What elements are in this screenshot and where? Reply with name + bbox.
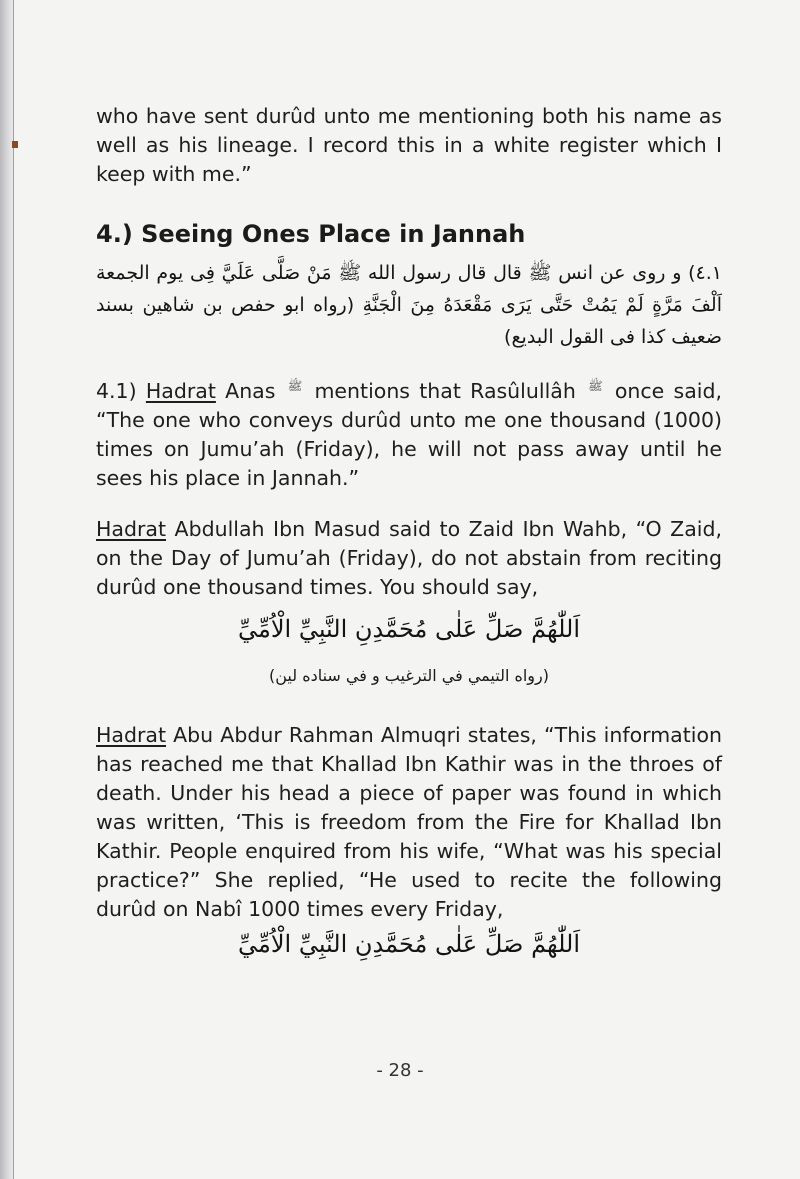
hadith-text-part-3: once said, “The one who conveys durûd unto me one thousand (1000) times on Jumu’ah (Friday), he will not pass away until he sees his place in Jannah.” <box>96 378 723 490</box>
continuation-paragraph: who have sent durûd unto me mentioning both his name as well as his lineage. I record this in a white register which I keep with me.” <box>96 104 722 186</box>
durood-arabic-1: اَللّٰهُمَّ صَلِّ عَلٰى مُحَمَّدِنِ النَّبِيِّ الْاُمِّيِّ <box>237 615 581 643</box>
almuqri-text: Abu Abdur Rahman Almuqri states, “This information has reached me that Khallad Ibn Kathir was in the throes of death. Under his head a piece of paper was found in which was written, ‘This is freedom from the Fire for Khallad Ibn Kathir. People enquired from his wife, “What was his special practice?” She replied, “He used to recite the following durûd on Nabî 1000 times every Friday, <box>96 723 722 921</box>
hadith-text-part-2: mentions that Rasûlullâh <box>305 378 586 403</box>
almuqri-paragraph <box>96 721 722 924</box>
hadith-translation-paragraph <box>96 372 722 493</box>
hadith-text-part-1: Anas <box>215 378 285 403</box>
arabic-reference-1: (رواه التيمي في الترغيب و في سناده لين) <box>268 666 549 685</box>
hadrat-title: Hadrat <box>145 378 216 403</box>
ibn-masud-text: Abdullah Ibn Masud said to Zaid Ibn Wahb, “O Zaid, on the Day of Jumu’ah (Friday), do not abstain from reciting durûd one thousand times. You should say, <box>96 517 722 599</box>
hadrat-title: Hadrat <box>96 723 167 747</box>
salutation-mark-icon: ﷺ <box>588 379 603 393</box>
page-number: - 28 - <box>376 1060 424 1081</box>
bookmark-ribbon <box>12 141 18 148</box>
arabic-hadith-text: ٤.١) و روى عن انس ﷺ قال قال رسول الله ﷺ مَنْ صَلَّى عَلَيَّ فِى يوم الجمعة اَلْفَ مَرَّةٍ لَمْ يَمُتْ حَتَّى يَرَى مَقْعَدَهُ مِنَ الْجَنَّةِ (رواه ابو حفص بن شاهين بسند ضعيف كذا فى القول البديع) <box>96 262 722 348</box>
hadith-number: 4.1) <box>96 378 146 403</box>
hadrat-title: Hadrat <box>96 517 167 541</box>
durood-arabic-2: اَللّٰهُمَّ صَلِّ عَلٰى مُحَمَّدِنِ النَّبِيِّ الْاُمِّيِّ <box>237 930 581 958</box>
book-spine-shadow <box>0 0 14 1179</box>
ibn-masud-paragraph <box>96 515 722 602</box>
page-edge-line <box>13 0 14 1179</box>
section-heading: 4.) Seeing Ones Place in Jannah <box>96 220 526 248</box>
salutation-mark-icon: ﷺ <box>287 379 303 393</box>
